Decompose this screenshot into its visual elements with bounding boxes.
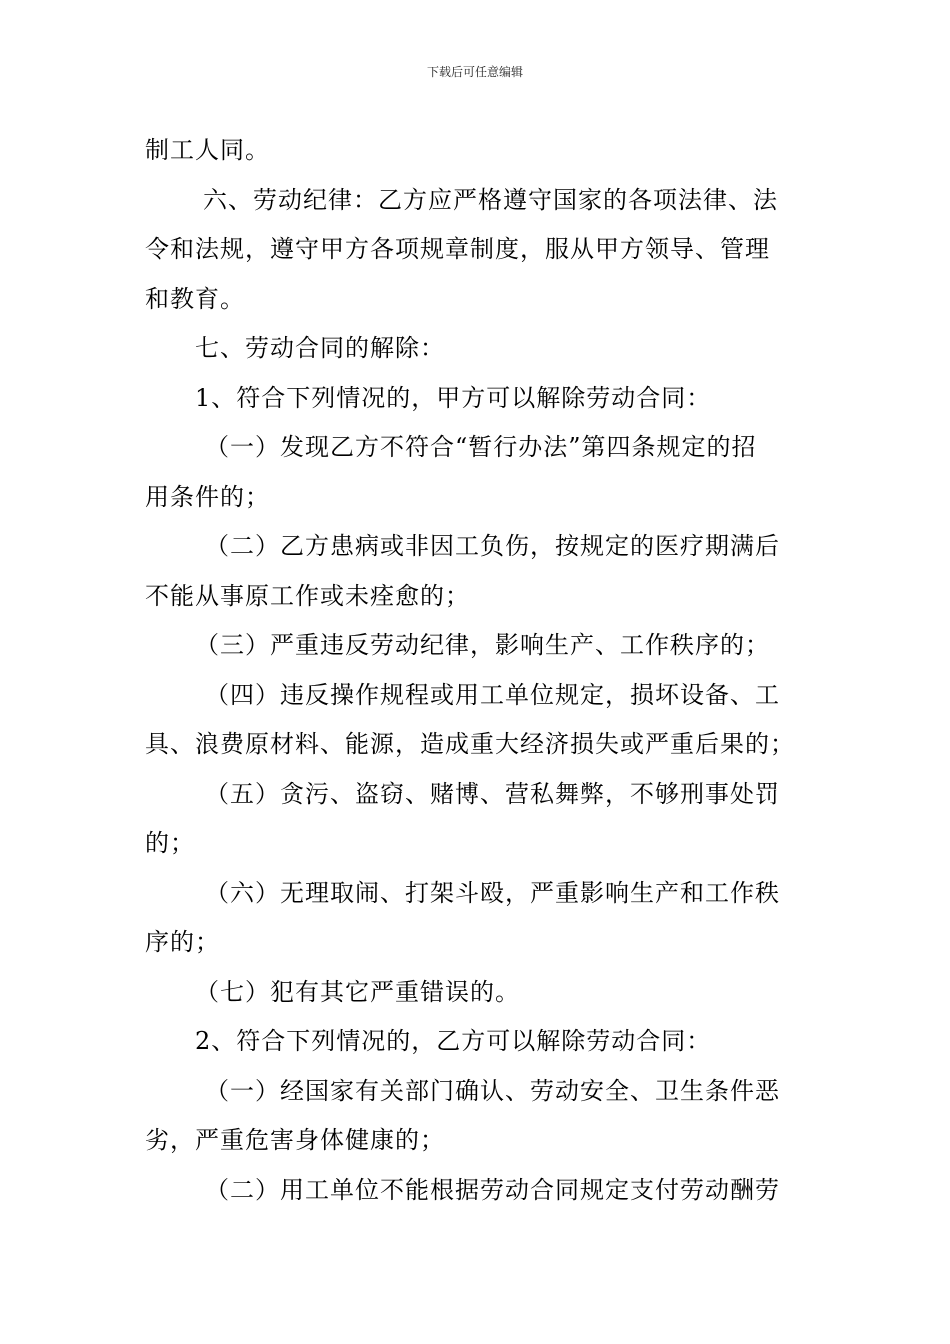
clause-item: （五）贪污、盗窃、赌博、营私舞弊，不够刑事处罚 <box>205 779 780 808</box>
text-line: 序的； <box>145 928 220 956</box>
page-header: 下载后可任意编辑 <box>426 65 523 79</box>
clause-heading: 2、符合下列情况的，乙方可以解除劳动合同： <box>195 1027 712 1055</box>
clause-item: （六）无理取闹、打架斗殴，严重影响生产和工作秩 <box>205 878 780 907</box>
clause-item: （三）严重违反劳动纪律，影响生产、工作秩序的； <box>195 631 770 659</box>
clause-item: （二）乙方患病或非因工负伤，按规定的医疗期满后 <box>205 532 780 560</box>
text-line: 用条件的； <box>145 482 270 511</box>
text-line: 制工人同。 <box>145 136 270 164</box>
text-line: 具、浪费原材料、能源，造成重大经济损失或严重后果的； <box>145 730 795 758</box>
clause-item: （一）发现乙方不符合“暂行办法”第四条规定的招 <box>205 433 757 461</box>
section-heading-discipline: 六、劳动纪律：乙方应严格遵守国家的各项法律、法 <box>203 185 778 214</box>
clause-item: （一）经国家有关部门确认、劳动安全、卫生条件恶 <box>205 1076 780 1105</box>
section-heading-termination: 七、劳动合同的解除： <box>195 334 445 362</box>
text-line: 令和法规，遵守甲方各项规章制度，服从甲方领导、管理 <box>145 235 770 263</box>
document-body <box>145 126 810 1215</box>
text-line: 的； <box>145 829 195 857</box>
clause-item: （四）违反操作规程或用工单位规定，损坏设备、工 <box>205 680 780 709</box>
clause-item: （二）用工单位不能根据劳动合同规定支付劳动酬劳 <box>205 1175 780 1204</box>
clause-heading: 1、符合下列情况的，甲方可以解除劳动合同： <box>195 383 712 412</box>
text-line: 劣，严重危害身体健康的； <box>145 1126 445 1154</box>
clause-item: （七）犯有其它严重错误的。 <box>195 977 520 1006</box>
text-line: 和教育。 <box>145 284 245 313</box>
text-line: 不能从事原工作或未痊愈的； <box>145 581 470 610</box>
